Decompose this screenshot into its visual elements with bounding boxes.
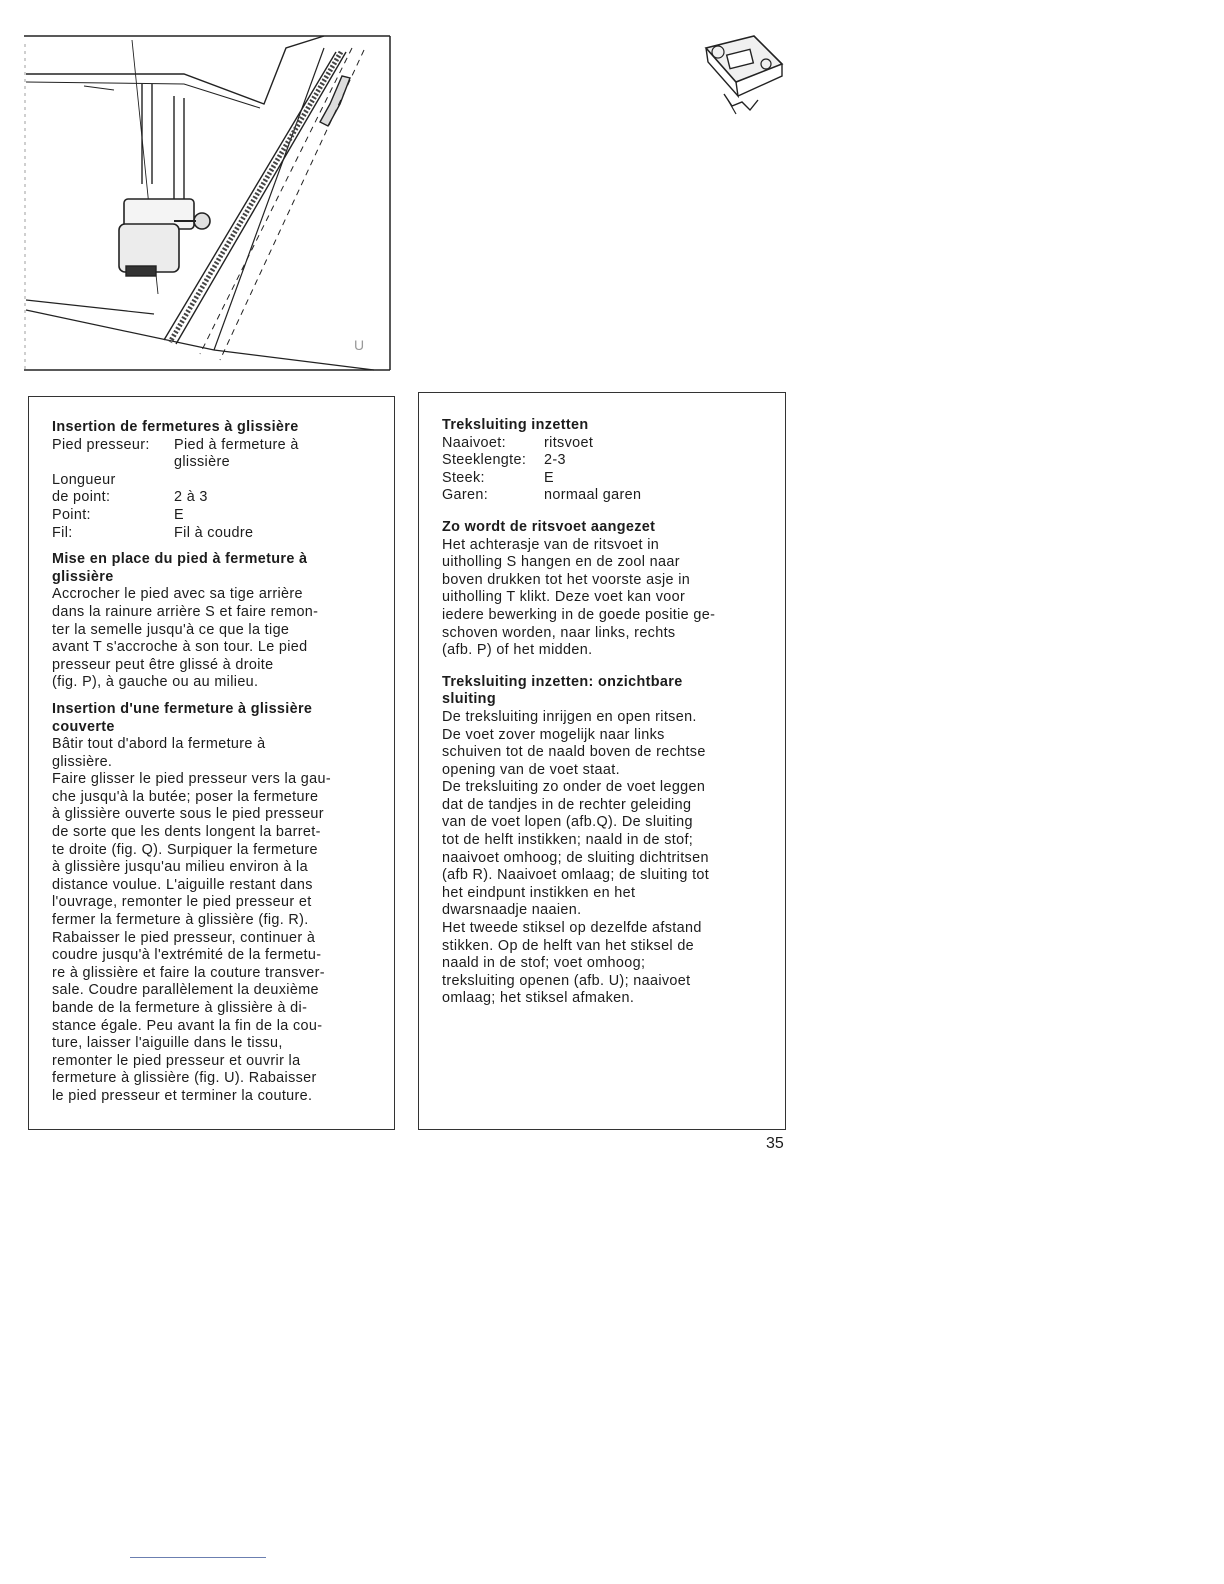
spec-label: Fil:	[52, 524, 73, 541]
bottom-rule	[130, 1557, 266, 1558]
dutch-section2-text: De treksluiting inrijgen en open ritsen. De voet zover mogelijk naar links schuiven tot de naald boven de rechtse opening van de voet staat. De treksluiting zo onder de voet leggen dat de tandjes in de rechter geleiding van de voet lopen (afb.Q). De sluiting tot de helft instikken; naald in de stof; naaivoet omhoog; de sluiting dichtritsen (afb R). Naaivoet omlaag; de sluiting tot het eindpunt instikken en het dwarsnaadje naaien. Het tweede stiksel op dezelfde afstand stikken. Op de helft van het stiksel de naald in de stof; voet omhoog; treksluiting openen (afb. U); naaivoet omlaag; het stiksel afmaken.	[442, 708, 710, 1007]
spec-label: Point:	[52, 506, 91, 523]
spec-label: Pied presseur:	[52, 436, 150, 453]
french-section1-text: Accrocher le pied avec sa tige arrière dans la rainure arrière S et faire remon- ter la semelle jusqu'à ce que la tige avant T s'accroche à son tour. Le pied presseur peut être glissé à droite (fig. P), à gauche ou au milieu.	[52, 586, 319, 691]
spec-value: E	[174, 506, 184, 523]
spec-row	[52, 507, 299, 525]
page-number: 35	[766, 1135, 784, 1152]
spec-row	[442, 435, 641, 453]
spec-value: Pied à fermeture à glissière	[174, 436, 299, 471]
spec-value: ritsvoet	[544, 434, 594, 451]
spec-value: normaal garen	[544, 487, 642, 504]
dutch-section1-text: Het achterasje van de ritsvoet in uitholling S hangen en de zool naar boven drukken tot het voorste asje in uitholling T klikt. Deze voet kan voor iedere bewerking in de goede positie ge- schoven worden, naar links, rechts (afb. P) of het midden.	[442, 536, 716, 659]
dutch-title: Treksluiting inzetten	[442, 417, 589, 433]
zipper-foot-part-icon	[684, 30, 794, 118]
spec-row	[442, 452, 641, 470]
spec-label: Longueur de point:	[52, 471, 116, 506]
spec-value: 2-3	[544, 452, 566, 469]
spec-row	[52, 437, 299, 472]
spec-label: Steek:	[442, 469, 485, 486]
french-section2-title: Insertion d'une fermeture à glissière couverte	[52, 700, 313, 735]
dutch-specs-table	[442, 435, 641, 505]
spec-label: Naaivoet:	[442, 434, 506, 451]
spec-row	[52, 525, 299, 543]
dutch-section2-title: Treksluiting inzetten: onzichtbare sluiting	[442, 673, 683, 708]
spec-value: E	[544, 469, 554, 486]
zipper-foot-sewing-illustration	[24, 34, 392, 372]
french-column	[52, 419, 372, 1106]
spec-label: Steeklengte:	[442, 452, 527, 469]
spec-row	[442, 470, 641, 488]
spec-row	[52, 472, 299, 507]
spec-row	[442, 487, 641, 505]
dutch-section1-title: Zo wordt de ritsvoet aangezet	[442, 518, 656, 535]
french-section2-text: Bâtir tout d'abord la fermeture à glissière. Faire glisser le pied presseur vers la gau- che jusqu'à la butée; poser la fermeture à glissière ouverte sous le pied presseur de sorte que les dents longent la barret- te droite (fig. Q). Surpiquer la fermeture à glissière jusqu'au milieu environ à la distance voulue. L'aiguille restant dans l'ouvrage, remonter le pied presseur et fermer la fermeture à glissière (fig. R). Rabaisser le pied presseur, continuer à coudre jusqu'à l'extrémité de la fermetu- re à glissière et faire la couture transver- sale. Coudre parallèlement la deuxième bande de la fermeture à glissière à di- stance égale. Peu avant la fin de la cou- ture, laisser l'aiguille dans le tissu, remonter le pied presseur et ouvrir la fermeture à glissière (fig. U). Rabaisser le pied presseur et terminer la couture.	[52, 736, 331, 1104]
french-section1-title: Mise en place du pied à fermeture à glissière	[52, 551, 308, 585]
figure-label: U	[354, 337, 365, 353]
spec-label: Garen:	[442, 487, 489, 504]
french-specs-table	[52, 437, 299, 543]
spec-value: 2 à 3	[174, 489, 208, 506]
french-title: Insertion de fermetures à glissière	[52, 419, 299, 435]
spec-value: Fil à coudre	[174, 524, 254, 541]
dutch-column	[442, 417, 772, 1008]
